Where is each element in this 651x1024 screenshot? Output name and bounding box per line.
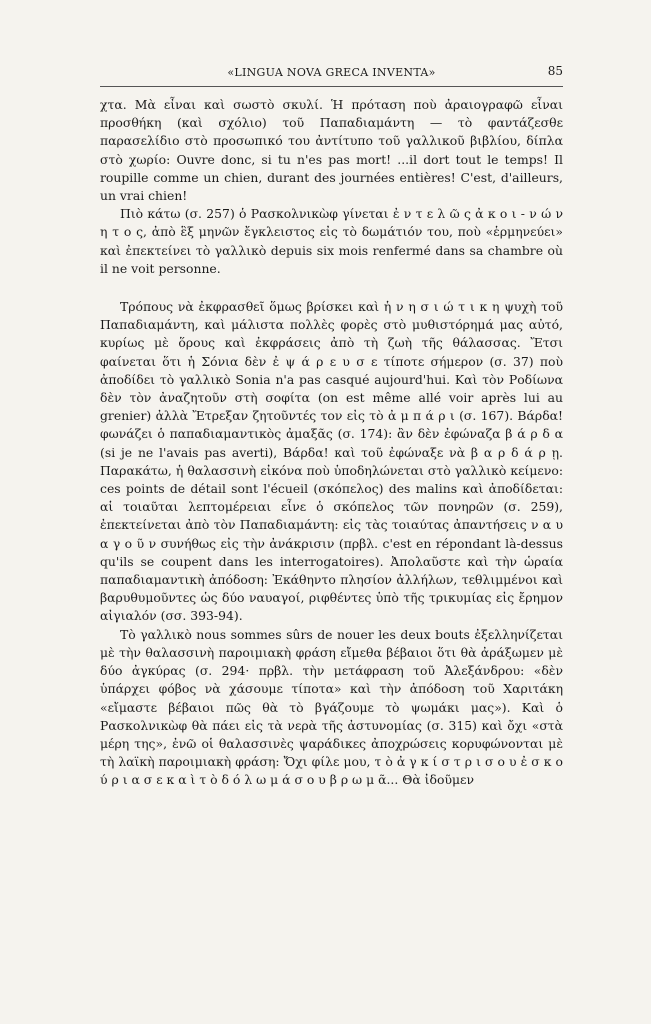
page-header bbox=[100, 60, 563, 87]
paragraph: Τὸ γαλλικὸ nous sommes sûrs de nouer les deux bouts ἐξελληνίζεται μὲ τὴν θαλασσινὴ παροιμιακὴ φράση εἴμεθα βέβαιοι ὅτι θὰ ἀράξωμεν μὲ δύο ἀγκύρας (σ. 294· πρβλ. τὴν μετάφραση τοῦ Ἀλεξάνδρου: «δὲν ὑπάρχει φόβος νὰ χάσουμε τίποτα» καὶ τὴν ἀπόδοση τοῦ Χαριτάκη «εἴμαστε βέβαιοι πῶς θὰ τὸ βγάζουμε τὸ ψωμάκι μας»). Καὶ ὁ Ρασκολνικὼφ θὰ πάει εἰς τὰ νερὰ τῆς ἀστυνομίας (σ. 315) καὶ ὄχι «στὰ μέρη της», ἐνῶ οἱ θαλασσινὲς ψαράδικες ἀποχρώσεις κορυφώνονται μὲ τὴ λαϊκὴ παροιμιακὴ φράση: Ὄχι φίλε μου, τ ὸ ἀ γ κ ί σ τ ρ ι σ ο υ ἐ σ κ ο ύ ρ ι α σ ε κ α ὶ τ ὸ δ ό λ ω μ ά σ ο υ β ρ ω μ ᾶ... Θὰ ἰδοῦμεν bbox=[100, 626, 563, 788]
body-text bbox=[100, 96, 563, 790]
running-title: «LINGUA NOVA GRECA INVENTA» bbox=[227, 66, 436, 79]
paragraph-continuation: χτα. Μὰ εἶναι καὶ σωστὸ σκυλί. Ἡ πρόταση ποὺ ἀραιογραφῶ εἶναι προσθήκη (καὶ σχόλιο) τοῦ Παπαδιαμάντη — τὸ φαντάζεσθε παρασελίδιο στὸ προσωπικό του ἀντίτυπο τοῦ γαλλικοῦ βιβλίου, δίπλα στὸ χωρίο: Ouvre donc, si tu n'es pas mort! ...il dort tout le temps! Il roupille comme un chien, durant des journées entières! C'est, d'ailleurs, un vrai chien! bbox=[100, 97, 563, 204]
paragraph: Πιὸ κάτω (σ. 257) ὁ Ρασκολνικὼφ γίνεται ἐ ν τ ε λ ῶ ς ἀ κ ο ι - ν ώ ν η τ ο ς, ἀπὸ ἓξ μηνῶν ἔγκλειστος εἰς τὸ δωμάτιόν του, ποὺ «ἑρμηνεύει» καὶ ἐπεκτείνει τὸ γαλλικὸ depuis six mois renfermé dans sa chambre où il ne voit personne. bbox=[100, 206, 563, 276]
page-number: 85 bbox=[547, 64, 563, 78]
paragraph: Τρόπους νὰ ἐκφρασθεῖ ὅμως βρίσκει καὶ ἡ ν η σ ι ώ τ ι κ η ψυχὴ τοῦ Παπαδιαμάντη, καὶ μάλιστα πολλὲς φορὲς στὸ μυθιστόρημά μας αὐτό, κυρίως μὲ ὅρους καὶ ἐκφράσεις ἀπὸ τὴ ζωὴ τῆς θάλασσας. Ἔτσι φαίνεται ὅτι ἡ Σόνια δὲν ἐ ψ ά ρ ε υ σ ε τίποτε σήμερον (σ. 37) ποὺ ἀποδίδει τὸ γαλλικὸ Sonia n'a pas casqué aujourd'hui. Καὶ τὸν Ροδίωνα δὲν τὸν ἀναζητοῦν στὴ σοφίτα (on est même allé voir après lui au grenier) ἀλλὰ Ἔτρεξαν ζητοῦντές τον εἰς τὸ ἀ μ π ά ρ ι (σ. 167). Βάρδα! φωνάζει ὁ παπαδιαμαντικὸς ἀμαξᾶς (σ. 174): ἂν δὲν ἐφώναζα β ά ρ δ α (si je ne l'avais pas averti), Βάρδα! καὶ τοῦ ἐφώναξε νὰ β α ρ δ ά ρ ῃ. Παρακάτω, ἡ θαλασσινὴ εἰκόνα ποὺ ὑποδηλώνεται στὸ γαλλικὸ κείμενο: ces points de détail sont l'écueil (σκόπελος) des malins καὶ ἀποδίδεται: αἱ τοιαῦται λεπτομέρειαι εἶνε ὁ σκόπελος τῶν πονηρῶν (σ. 259), ἐπεκτείνεται ἀπὸ τὸν Παπαδιαμάντη: εἰς τὰς τοιαύτας ἀπαντήσεις ν α υ α γ ο ῦ ν συνήθως εἰς τὴν ἀνάκρισιν (πρβλ. c'est en répondant là-dessus qu'ils se coupent dans les interrogatoires). Ἀπολαῦστε καὶ τὴν ὡραία παπαδιαμαντικὴ ἀπόδοση: Ἐκάθηντο πλησίον ἀλλήλων, τεθλιμμένοι καὶ βαρυθυμοῦντες ὡς δύο ναυαγοί, ριφθέντες ὑπὸ τῆς τρικυμίας εἰς ἔρημον αἰγιαλόν (σσ. 393-94). bbox=[100, 299, 563, 624]
